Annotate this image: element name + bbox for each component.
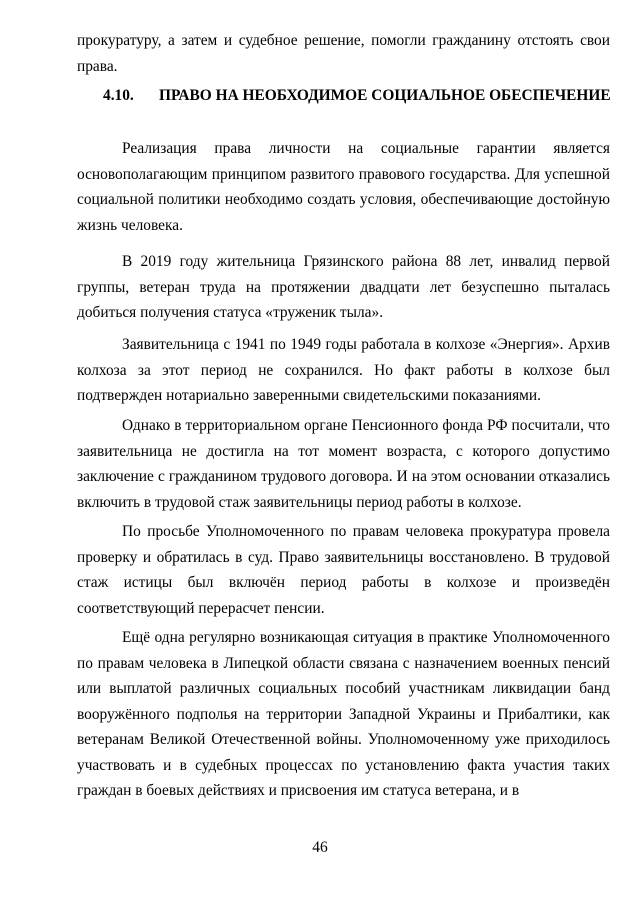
paragraph-5: По просьбе Уполномоченного по правам человека прокуратура провела проверку и обратилась в суд. Право заявительницы восстановлено. В трудовой стаж истицы был включён период работы в колхозе и произведён соответствующий перерасчет пенсии. (77, 523, 610, 617)
section-title: ПРАВО НА НЕОБХОДИМОЕ СОЦИАЛЬНОЕ ОБЕСПЕЧЕНИЕ (159, 87, 611, 104)
page-number: 46 (312, 839, 328, 856)
paragraph-2: В 2019 году жительница Грязинского района 88 лет, инвалид первой группы, ветеран труда на протяжении двадцати лет безуспешно пыталась добиться получения статуса «труженик тыла». (77, 253, 610, 321)
section-heading (103, 84, 613, 108)
paragraph-4: Однако в территориальном органе Пенсионного фонда РФ посчитали, что заявительница не достигла на тот момент возраста, с которого допустимо заключение с гражданином трудового договора. И на этом основании отказались включить в трудовой стаж заявительницы период работы в колхозе. (77, 417, 610, 511)
section-number: 4.10. (103, 87, 134, 104)
paragraph-3: Заявительница с 1941 по 1949 годы работала в колхозе «Энергия». Архив колхоза за этот период не сохранился. Но факт работы в колхозе был подтвержден нотариально заверенными свидетельскими показаниями. (77, 336, 610, 404)
paragraph-1: Реализация права личности на социальные гарантии является основополагающим принципом развитого правового государства. Для успешной социальной политики необходимо создать условия, обеспечивающие достойную жизнь человека. (77, 140, 610, 234)
paragraph-6: Ещё одна регулярно возникающая ситуация в практике Уполномоченного по правам человека в Липецкой области связана с назначением военных пенсий или выплатой различных социальных пособий участникам ликвидации банд вооружённого подполья на территории Западной Украины и Прибалтики, как ветеранам Великой Отечественной войны. Уполномоченному уже приходилось участвовать и в судебных процессах по установлению факта участия таких граждан в боевых действиях и присвоения им статуса ветерана, и в (77, 629, 610, 799)
continuation-paragraph: прокуратуру, а затем и судебное решение, помогли гражданину отстоять свои права. (77, 32, 610, 75)
